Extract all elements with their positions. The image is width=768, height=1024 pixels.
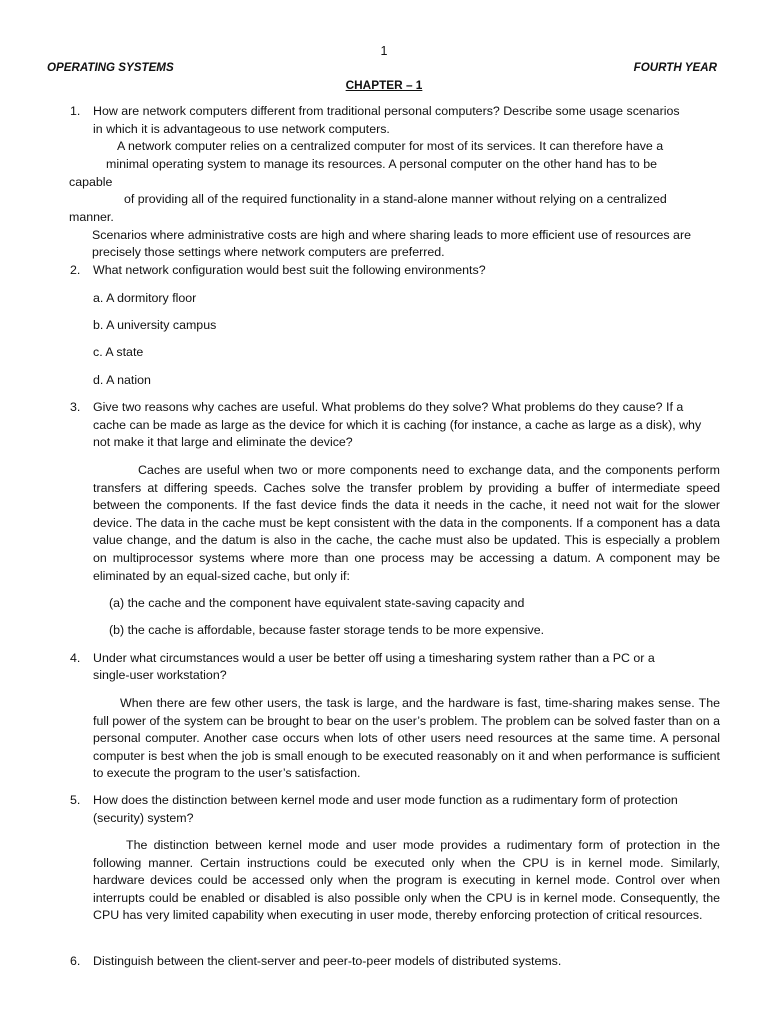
page-number: 1 <box>380 44 388 58</box>
chapter-title: CHAPTER – 1 <box>345 78 423 92</box>
answer-1-line-7: precisely those settings where network computers are preferred. <box>92 245 445 259</box>
question-6-text: Distinguish between the client-server and peer-to-peer models of distributed systems. <box>93 954 562 968</box>
answer-1-line-6: Scenarios where administrative costs are high and where sharing leads to more efficient use of resources are <box>92 228 691 242</box>
question-3-line-1: Give two reasons why caches are useful. What problems do they solve? What problems do they cause? If a <box>93 400 684 414</box>
question-4-line-1: Under what circumstances would a user be better off using a timesharing system rather than a PC or a <box>93 651 655 665</box>
option-state: c. A state <box>93 345 144 359</box>
question-3-number: 3. <box>70 400 81 414</box>
question-5-line-2: (security) system? <box>93 811 194 825</box>
question-2-text: What network configuration would best suit the following environments? <box>93 263 486 277</box>
answer-1-line-5: manner. <box>69 210 114 224</box>
question-1-line-1: How are network computers different from traditional personal computers? Describe some usage scenarios <box>93 104 680 118</box>
question-3-line-3: not make it that large and eliminate the device? <box>93 435 353 449</box>
question-6-number: 6. <box>70 954 81 968</box>
option-nation: d. A nation <box>93 373 151 387</box>
answer-5-paragraph: The distinction between kernel mode and user mode provides a rudimentary form of protection in the following manner. Certain instructions could be executed only when the CPU is in kernel mode. Similarly, hardware devices could be accessed only when the program is executing in kernel mode. Control over when interrupts could be enabled or disabled is also possible only when the CPU is in kernel mode. Consequently, the CPU has very limited capability when executing in user mode, thereby enforcing protection of critical resources. <box>93 838 720 923</box>
answer-3-paragraph: Caches are useful when two or more components need to exchange data, and the components perform transfers at differing speeds. Caches solve the transfer problem by providing a buffer of intermediate speed between the components. If the fast device finds the data it needs in the cache, it need not wait for the slower device. The data in the cache must be kept consistent with the data in the components. If a component has a data value change, and the datum is also in the cache, the cache must also be updated. This is especially a problem on multiprocessor systems where more than one process may be accessing a datum. A component may be eliminated by an equal-sized cache, but only if: <box>93 463 720 583</box>
question-1-line-2: in which it is advantageous to use network computers. <box>93 122 390 136</box>
answer-1-line-3: capable <box>69 175 113 189</box>
option-dormitory-floor: a. A dormitory floor <box>93 291 197 305</box>
answer-3-condition-a: (a) the cache and the component have equivalent state-saving capacity and <box>109 596 525 610</box>
question-2-number: 2. <box>70 263 81 277</box>
question-4-line-2: single-user workstation? <box>93 668 227 682</box>
question-5-line-1: How does the distinction between kernel mode and user mode function as a rudimentary form of protection <box>93 793 678 807</box>
question-3-line-2: cache can be made as large as the device for which it is caching (for instance, a cache as large as a disk), why <box>93 418 702 432</box>
answer-1-line-4: of providing all of the required functionality in a stand-alone manner without relying on a centralized <box>124 192 667 206</box>
header-year: FOURTH YEAR <box>633 61 717 74</box>
answer-1-line-1: A network computer relies on a centralized computer for most of its services. It can therefore have a <box>117 139 664 153</box>
answer-1-line-2: minimal operating system to manage its resources. A personal computer on the other hand has to be <box>106 157 658 171</box>
answer-4-paragraph: When there are few other users, the task is large, and the hardware is fast, time-sharing makes sense. The full power of the system can be brought to bear on the user’s problem. The problem can be solved faster than on a personal computer. Another case occurs when lots of other users need resources at the same time. A personal computer is best when the job is small enough to be executed reasonably on it and when performance is sufficient to execute the program to the user’s satisfaction. <box>93 696 720 781</box>
header-course-title: OPERATING SYSTEMS <box>47 61 174 74</box>
question-4-number: 4. <box>70 651 81 665</box>
answer-3-condition-b: (b) the cache is affordable, because faster storage tends to be more expensive. <box>109 623 545 637</box>
question-5-number: 5. <box>70 793 81 807</box>
option-university-campus: b. A university campus <box>93 318 217 332</box>
question-1-number: 1. <box>70 104 81 118</box>
